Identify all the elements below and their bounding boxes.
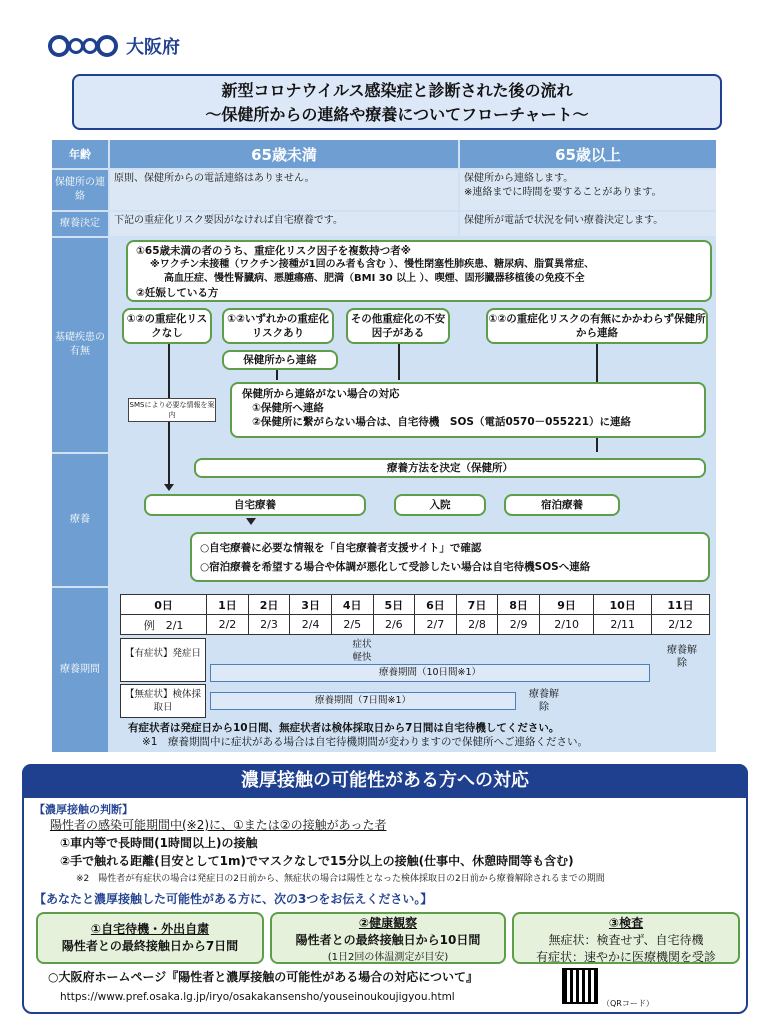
flow-line xyxy=(276,370,278,380)
decision-over: 保健所が電話で状況を伺い療養決定します。 xyxy=(460,212,716,236)
stay-home-box: ①自宅待機・外出自粛 陽性者との最終接触日から7日間 xyxy=(36,912,264,964)
date-cell: 2/12 xyxy=(652,615,710,635)
branch-risk: ①②いずれかの重症化リスクあり xyxy=(222,308,334,344)
day-label: 3日 xyxy=(290,595,332,615)
judge-note: ※2 陽性者が有症状の場合は発症日の2日前から、無症状の場合は陽性となった検体採取日の2日前から療養解除されるまでの期間 xyxy=(76,874,605,884)
tell-heading: 【あなたと濃厚接触した可能性がある方に、次の3つをお伝えください。】 xyxy=(34,892,433,906)
date-cell: 2/5 xyxy=(331,615,373,635)
day-labels-row xyxy=(121,595,710,615)
days-table xyxy=(120,594,710,635)
sms-info: SMSにより必要な情報を案内 xyxy=(128,398,216,422)
decision-label: 療養決定 xyxy=(52,212,108,236)
day-label: 8日 xyxy=(498,595,540,615)
test-box: ③検査 無症状：検査せず、自宅待機 有症状：速やかに医療機関を受診 xyxy=(512,912,740,964)
contact-over: 保健所から連絡します。 ※連絡までに時間を要することがあります。 xyxy=(460,170,716,210)
hotel-care-box: 宿泊療養 xyxy=(504,494,620,516)
day-label: 1日 xyxy=(207,595,249,615)
title-line1: 新型コロナウイルス感染症と診断された後の流れ xyxy=(221,81,573,100)
page-title xyxy=(72,74,722,130)
note-2: ※1 療養期間中に症状がある場合は自宅待機期間が変わりますので保健所へご連絡ください。 xyxy=(142,736,588,748)
note-1: 有症状者は発症日から10日間、無症状者は検体採取日から7日間は自宅待機してください。 xyxy=(128,722,560,734)
day-label: 2日 xyxy=(248,595,290,615)
close-contact-title: 濃厚接触の可能性がある方への対応 xyxy=(22,764,748,798)
asymptomatic-release: 療養解除 xyxy=(529,689,559,713)
dates-row xyxy=(121,615,710,635)
over65-header: 65歳以上 xyxy=(460,140,716,168)
qr-code-icon xyxy=(562,968,598,1004)
symptom-light: 症状軽快 xyxy=(352,639,372,663)
day-label: 7日 xyxy=(456,595,498,615)
branch-no-risk: ①②の重症化リスクなし xyxy=(122,308,212,344)
under65-header: 65歳未満 xyxy=(110,140,458,168)
homepage-text: ○大阪府ホームページ『陽性者と濃厚接触の可能性がある場合の対応について』 xyxy=(48,970,478,984)
date-cell: 2/6 xyxy=(373,615,415,635)
arrow-down-icon xyxy=(246,518,256,525)
age-header: 年齢 xyxy=(52,140,108,168)
date-cell: 2/4 xyxy=(290,615,332,635)
hospital-box: 入院 xyxy=(394,494,486,516)
branch-over65: ①②の重症化リスクの有無にかかわらず保健所から連絡 xyxy=(486,308,708,344)
contact-under: 原則、保健所からの電話連絡はありません。 xyxy=(110,170,458,210)
care-info-box: ○自宅療養に必要な情報を「自宅療養者支援サイト」で確認 ○宿泊療養を希望する場合や体調が悪化して受診したい場合は自宅待機SOSへ連絡 xyxy=(190,532,710,582)
date-cell: 2/7 xyxy=(415,615,457,635)
disease-label: 基礎疾患の有無 xyxy=(52,238,108,452)
arrow-down-icon xyxy=(164,484,174,491)
osaka-logo xyxy=(48,28,218,64)
decision-under: 下記の重症化リスク要因がなければ自宅療養です。 xyxy=(110,212,458,236)
symptomatic-period-arrow: 療養期間（10日間※1） xyxy=(210,664,650,682)
asymptomatic-period-arrow: 療養期間（7日間※1） xyxy=(210,692,516,710)
title-line2: ～保健所からの連絡や療養についてフローチャート～ xyxy=(205,105,589,124)
date-cell: 2/9 xyxy=(498,615,540,635)
osaka-emblem-icon xyxy=(48,35,116,57)
health-center-contact: 保健所から連絡 xyxy=(222,350,338,370)
judge-line1: 陽性者の感染可能期間中(※2)に、①または②の接触があった者 xyxy=(50,818,387,832)
decide-care-box: 療養方法を決定（保健所） xyxy=(194,458,706,478)
date-cell: 例 2/1 xyxy=(121,615,207,635)
flow-line xyxy=(398,344,400,380)
symptomatic-label: 【有症状】発症日 xyxy=(120,638,206,682)
date-cell: 2/2 xyxy=(207,615,249,635)
logo-text: 大阪府 xyxy=(126,37,180,58)
homepage-url[interactable]: https://www.pref.osaka.lg.jp/iryo/osakakansensho/youseinoukoujigyou.html xyxy=(60,991,455,1003)
date-cell: 2/10 xyxy=(539,615,593,635)
branch-other: その他重症化の不安因子がある xyxy=(346,308,450,344)
date-cell: 2/8 xyxy=(456,615,498,635)
day-label: 9日 xyxy=(539,595,593,615)
day-label: 5日 xyxy=(373,595,415,615)
care-label: 療養 xyxy=(52,454,108,586)
date-cell: 2/3 xyxy=(248,615,290,635)
judge-line2: ①車内等で長時間(1時間以上)の接触 xyxy=(60,836,258,850)
contact-label: 保健所の連絡 xyxy=(52,170,108,210)
date-cell: 2/11 xyxy=(594,615,652,635)
judge-heading: 【濃厚接触の判断】 xyxy=(34,803,133,816)
judge-line3: ②手で触れる距離(目安として1m)でマスクなしで15分以上の接触(仕事中、休憩時間等も含む) xyxy=(60,854,574,868)
day-label: 6日 xyxy=(415,595,457,615)
health-watch-box: ②健康観察 陽性者との最終接触日から10日間 (1日2回の体温測定が目安) xyxy=(270,912,506,964)
no-contact-box: 保健所から連絡がない場合の対応 ①保健所へ連絡 ②保健所に繋がらない場合は、自宅待機 SOS（電話0570－055221）に連絡 xyxy=(230,382,706,438)
day-label: 10日 xyxy=(594,595,652,615)
risk-box: ①65歳未満の者のうち、重症化リスク因子を複数持つ者※ ※ワクチン未接種（ワクチン接種が1回のみ者も含む ）、慢性閉塞性肺疾患、糖尿病、脂質異常症、 高血圧症、慢性腎臓病、悪腫瘍癌、肥満（BMI 30 以上 ）、喫煙、固形臓器移植後の免疫不全 ②妊娠している方 xyxy=(126,240,712,302)
symptomatic-release: 療養解除 xyxy=(667,645,697,669)
day-label: 4日 xyxy=(331,595,373,615)
qr-label: （QRコード） xyxy=(602,999,654,1008)
day-label: 0日 xyxy=(121,595,207,615)
day-label: 11日 xyxy=(652,595,710,615)
home-care-box: 自宅療養 xyxy=(144,494,366,516)
period-label: 療養期間 xyxy=(52,588,108,752)
asymptomatic-label: 【無症状】検体採取日 xyxy=(120,684,206,718)
